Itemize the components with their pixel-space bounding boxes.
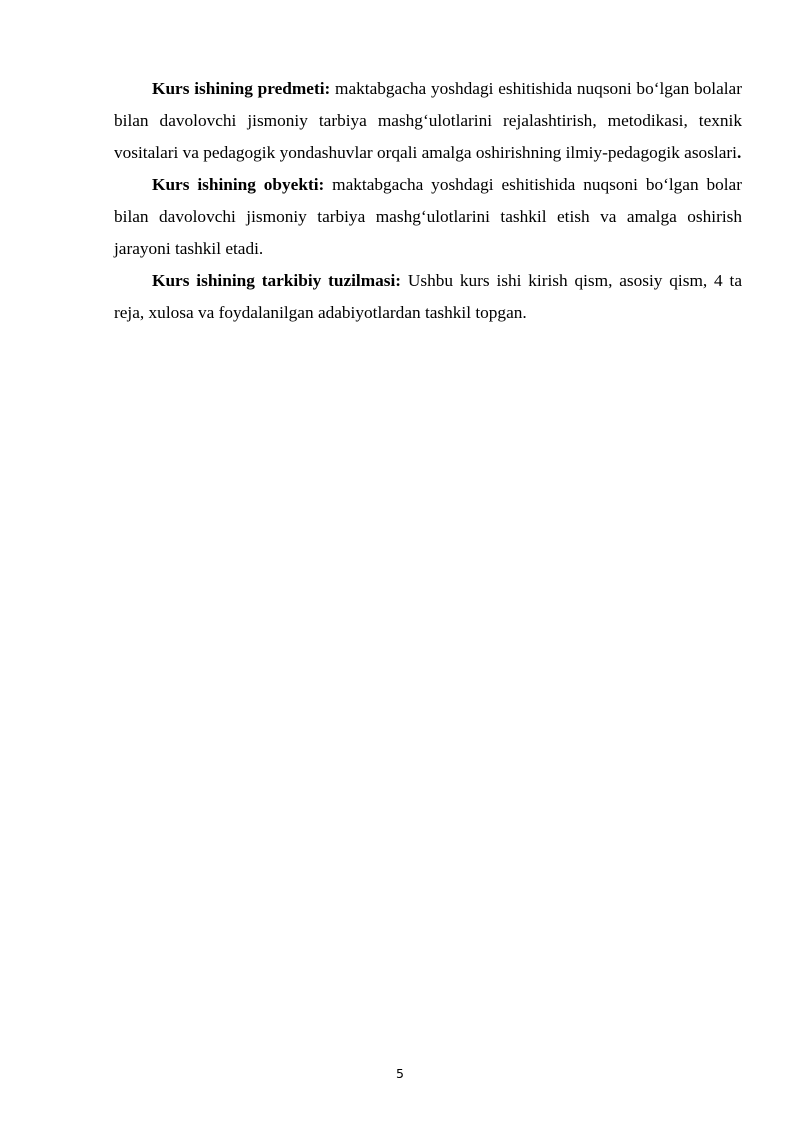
paragraph-heading: Kurs ishining tarkibiy tuzilmasi: xyxy=(152,271,402,290)
paragraph-tuzilma xyxy=(114,265,742,329)
paragraph-text: maktabgacha yoshdagi eshitishida nuqsoni boʻlgan bolar bilan davolovchi jismoniy tarbiya mashgʻulotlarini tashkil etish va amalga oshirish jarayoni tashkil etadi. xyxy=(114,175,742,258)
paragraph-text: Ushbu kurs ishi kirish qism, asosiy qism, 4 ta reja, xulosa va foydalanilgan adabiyotlardan tashkil topgan. xyxy=(114,271,743,322)
document-body xyxy=(114,73,742,329)
paragraph-heading: Kurs ishining obyekti: xyxy=(152,175,325,194)
paragraph-end: . xyxy=(736,143,742,162)
paragraph-heading: Kurs ishining predmeti: xyxy=(152,79,331,98)
paragraph-obyekt xyxy=(114,169,742,265)
paragraph-predmet xyxy=(114,73,742,169)
paragraph-text: maktabgacha yoshdagi eshitishida nuqsoni boʻlgan bolalar bilan davolovchi jismoniy tarbiya mashgʻulotlarini rejalashtirish, metodikasi, texnik vositalari va pedagogik yondashuvlar orqali amalga oshirishning ilmiy-pedagogik asoslari xyxy=(114,79,742,162)
page-number: 5 xyxy=(396,1066,404,1081)
